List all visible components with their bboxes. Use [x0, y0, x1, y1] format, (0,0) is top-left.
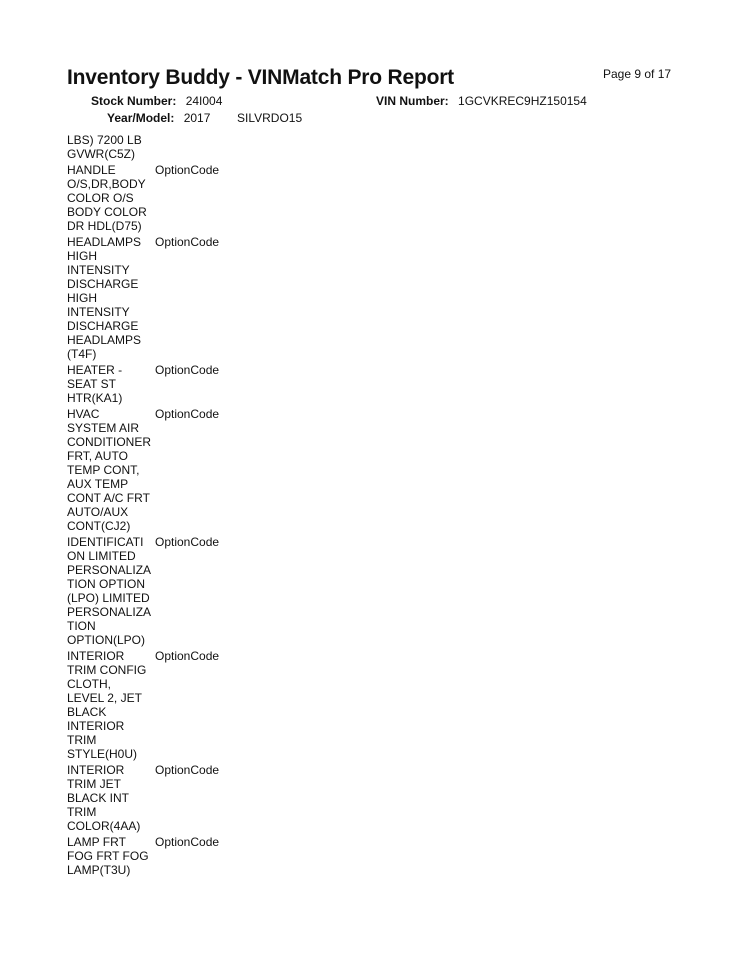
- option-description: IDENTIFICATI ON LIMITED PERSONALIZA TION OPTION (LPO) LIMITED PERSONALIZA TION OPTION(LPO): [67, 535, 152, 647]
- option-description: HVAC SYSTEM AIR CONDITIONER FRT, AUTO TEMP CONT, AUX TEMP CONT A/C FRT AUTO/AUX CONT(CJ2): [67, 407, 151, 533]
- option-type: OptionCode: [155, 835, 220, 849]
- option-description: HEATER - SEAT ST HTR(KA1): [67, 363, 123, 405]
- stock-number-value: 24I004: [185, 94, 223, 108]
- year-value: 2017: [183, 111, 211, 125]
- list-item: [67, 649, 267, 761]
- option-description: LBS) 7200 LB GVWR(C5Z): [67, 133, 142, 161]
- option-description: LAMP FRT FOG FRT FOG LAMP(T3U): [67, 835, 149, 877]
- list-item: [67, 163, 267, 233]
- option-description: INTERIOR TRIM CONFIG CLOTH, LEVEL 2, JET BLACK INTERIOR TRIM STYLE(H0U): [67, 649, 147, 761]
- option-code-list: [67, 133, 267, 879]
- option-description: INTERIOR TRIM JET BLACK INT TRIM COLOR(4AA): [67, 763, 141, 833]
- list-item: [67, 235, 267, 361]
- option-description: HANDLE O/S,DR,BODY COLOR O/S BODY COLOR DR HDL(D75): [67, 163, 147, 233]
- option-type: OptionCode: [155, 235, 220, 249]
- list-item: [67, 363, 267, 405]
- stock-number-label: Stock Number:: [91, 94, 177, 108]
- list-item: [67, 535, 267, 647]
- model-value: SILVRDO15: [237, 111, 303, 125]
- list-item: [67, 835, 267, 877]
- option-type: OptionCode: [155, 363, 220, 377]
- list-item: [67, 407, 267, 533]
- list-item: [67, 763, 267, 833]
- option-type: OptionCode: [155, 163, 220, 177]
- vin-number-label: VIN Number:: [376, 94, 449, 108]
- option-type: OptionCode: [155, 763, 220, 777]
- option-type: OptionCode: [155, 649, 220, 663]
- vin-number-row: [376, 94, 587, 108]
- option-type: OptionCode: [155, 535, 220, 549]
- list-item: [67, 133, 267, 161]
- year-model-label: Year/Model:: [107, 111, 175, 125]
- vin-number-value: 1GCVKREC9HZ150154: [458, 94, 587, 108]
- report-title: Inventory Buddy - VINMatch Pro Report: [67, 66, 454, 89]
- stock-number-row: [91, 94, 222, 108]
- option-description: HEADLAMPS HIGH INTENSITY DISCHARGE HIGH INTENSITY DISCHARGE HEADLAMPS (T4F): [67, 235, 142, 361]
- page-number: Page 9 of 17: [603, 67, 672, 81]
- option-type: OptionCode: [155, 407, 220, 421]
- year-model-row: [107, 111, 210, 125]
